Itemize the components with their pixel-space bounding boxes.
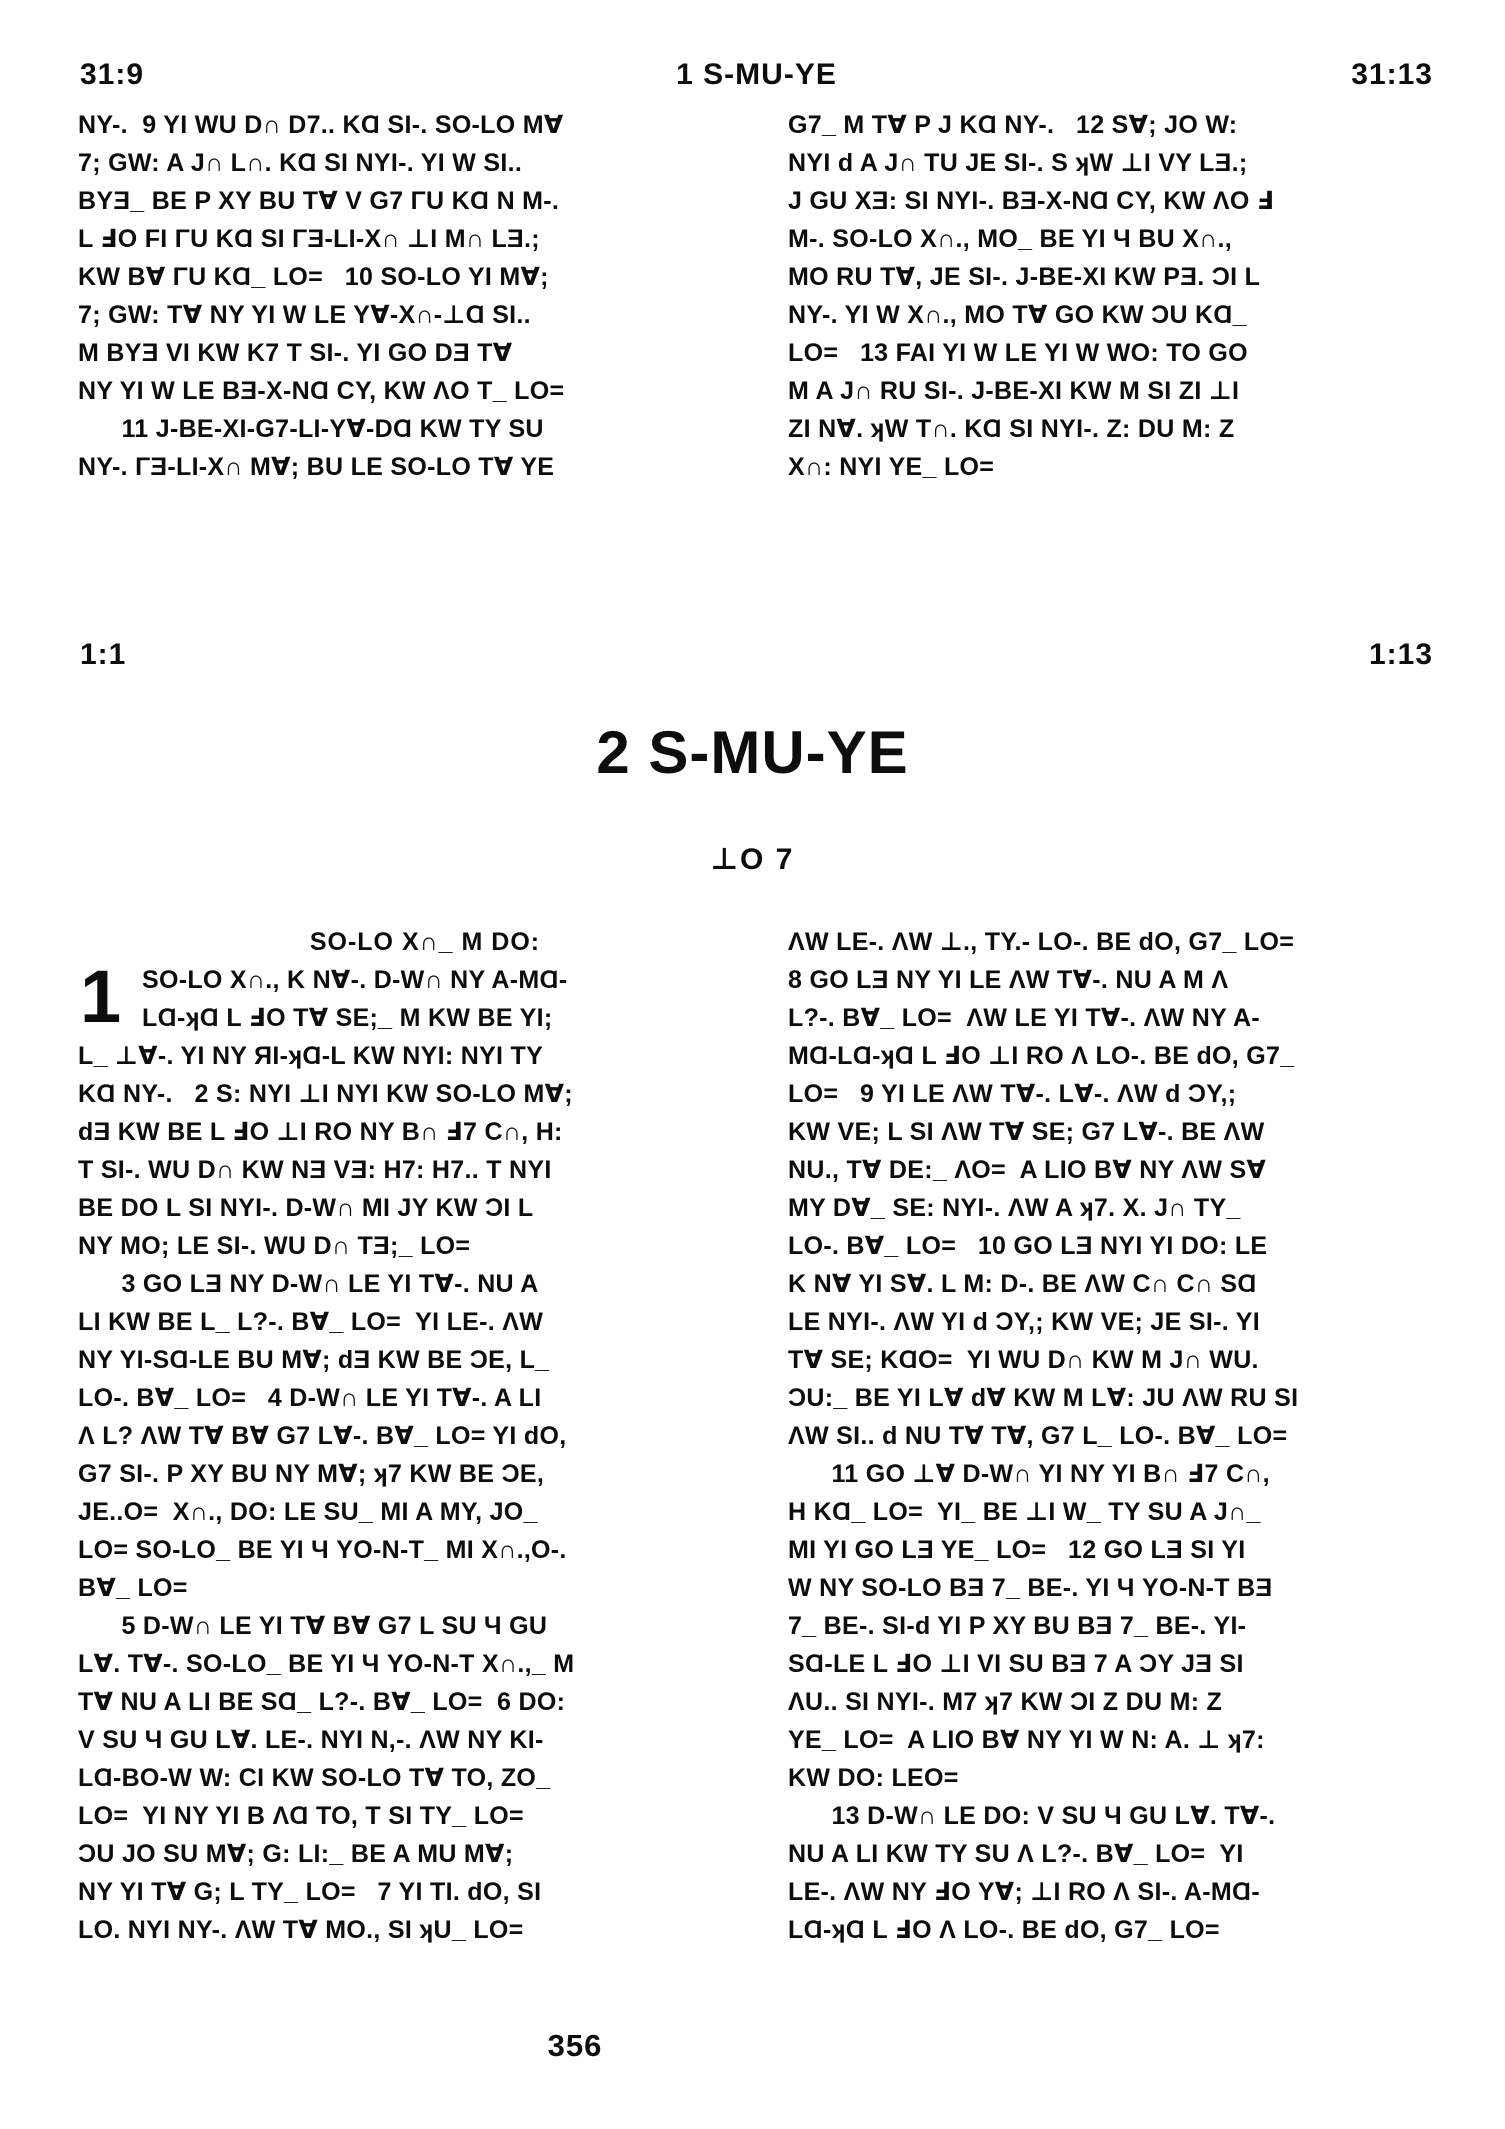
text-line: SⱭ-LE L ℲO ⊥I VI SU BƎ 7 A ƆY JƎ SI (788, 1650, 1244, 1678)
text-line: L_ ⊥∀-. YI NY ЯI-ʞⱭ-L KW NYI: NYI TY (78, 1042, 544, 1070)
text-line: Λ L? ΛW T∀ B∀ G7 L∀-. B∀_ LO= YI dO, (78, 1422, 567, 1450)
text-line: SO-LO X∩., K N∀-. D-W∩ NY A-MⱭ- (142, 966, 568, 994)
running-head (78, 58, 1435, 94)
text-line: BYƎ_ BE P XY BU T∀ V G7 ΓU KⱭ N M-. (78, 187, 560, 215)
text-line: NU A LI KW TY SU Λ L?-. B∀_ LO= YI (788, 1840, 1244, 1868)
text-line: 13 D-W∩ LE DO: V SU Ч GU L∀. T∀-. (788, 1802, 1276, 1830)
text-line: L?-. B∀_ LO= ΛW LE YI T∀-. ΛW NY A- (788, 1004, 1260, 1032)
text-line: 11 GO ⊥∀ D-W∩ YI NY YI B∩ Ⅎ7 C∩, (788, 1460, 1270, 1488)
chapter2-opening-paragraph (78, 955, 772, 1038)
text-line: LⱭ-ʞⱭ L ℲO T∀ SE;_ M KW BE YI; (142, 1004, 553, 1032)
text-line: NY-. ΓƎ-LI-X∩ M∀; BU LE SO-LO T∀ YE (78, 453, 555, 481)
text-line: ΛW SI.. d NU T∀ T∀, G7 L_ LO-. B∀_ LO= (788, 1422, 1288, 1450)
text-line: 7_ BE-. SI-d YI P XY BU BƎ 7_ BE-. YI- (788, 1612, 1247, 1640)
text-line: LO= SO-LO_ BE YI Ч YO-N-T_ MI X∩.,O-. (78, 1536, 567, 1564)
text-line: MY D∀_ SE: NYI-. ΛW A ʞ7. X. J∩ TY_ (788, 1194, 1241, 1222)
running-head-verse-ref-left: 31:9 (80, 58, 145, 91)
text-line: BE DO L SI NYI-. D-W∩ MI JY KW ƆI L (78, 1194, 534, 1222)
text-line: T∀ NU A LI BE SⱭ_ L?-. B∀_ LO= 6 DO: (78, 1688, 566, 1716)
running-head-book-title: 1 S-MU-YE (676, 58, 837, 91)
text-line: W NY SO-LO BƎ 7_ BE-. YI Ч YO-N-T BƎ (788, 1574, 1273, 1602)
text-line: T SI-. WU D∩ KW NƎ VƎ: H7: H7.. T NYI (78, 1156, 552, 1184)
text-line: J GU XƎ: SI NYI-. BƎ-X-NⱭ CY, KW ΛO Ⅎ (788, 187, 1275, 215)
text-line: M-. SO-LO X∩., MO_ BE YI Ч BU X∩., (788, 225, 1233, 253)
text-line: MI YI GO LƎ YE_ LO= 12 GO LƎ SI YI (788, 1536, 1246, 1564)
text-line: KⱭ NY-. 2 S: NYI ⊥I NYI KW SO-LO M∀; (78, 1080, 573, 1108)
text-line: ΛW LE-. ΛW ⊥., TY.- LO-. BE dO, G7_ LO= (788, 928, 1295, 956)
text-line: LO= 13 FAI YI W LE YI W WO: TO GO (788, 339, 1248, 367)
text-line: LⱭ-ʞⱭ L ℲO Λ LO-. BE dO, G7_ LO= (788, 1916, 1220, 1944)
text-line: 7; GW: T∀ NY YI W LE Y∀-X∩-⊥Ɑ SI.. (78, 301, 531, 329)
text-line: LI KW BE L_ L?-. B∀_ LO= YI LE-. ΛW (78, 1308, 544, 1336)
text-line: G7_ M T∀ P J KⱭ NY-. 12 S∀; JO W: (788, 111, 1238, 139)
text-line: G7 SI-. P XY BU NY M∀; ʞ7 KW BE ƆE, (78, 1460, 545, 1488)
text-line: M A J∩ RU SI-. J-BE-XI KW M SI ZI ⊥I (788, 377, 1240, 405)
text-line: B∀_ LO= (78, 1574, 188, 1602)
text-line: NU., T∀ DE:_ ΛO= A LIO B∀ NY ΛW S∀ (788, 1156, 1267, 1184)
text-line: KW VE; L SI ΛW T∀ SE; G7 L∀-. BE ΛW (788, 1118, 1265, 1146)
text-line: LE-. ΛW NY ℲO Y∀; ⊥I RO Λ SI-. A-MⱭ- (788, 1878, 1261, 1906)
text-line: ZI N∀. ʞW T∩. KⱭ SI NYI-. Z: DU M: Z (788, 415, 1235, 443)
text-line: H KⱭ_ LO= YI_ BE ⊥I W_ TY SU A J∩_ (788, 1498, 1261, 1526)
text-line: NY YI W LE BƎ-X-NⱭ CY, KW ΛO T_ LO= (78, 377, 565, 405)
text-line: LO= 9 YI LE ΛW T∀-. L∀-. ΛW d ƆY,; (788, 1080, 1237, 1108)
text-line: KW B∀ ΓU KⱭ_ LO= 10 SO-LO YI M∀; (78, 263, 549, 291)
text-line: LO. NYI NY-. ΛW T∀ MO., SI ʞU_ LO= (78, 1916, 524, 1944)
text-line: ƆU:_ BE YI L∀ d∀ KW M L∀: JU ΛW RU SI (788, 1384, 1299, 1412)
chapter2-left-column (78, 923, 772, 1949)
chapter-number-dropcap: 1 (80, 955, 122, 1038)
chapter1-right-column (788, 106, 1482, 486)
text-line: LO-. B∀_ LO= 4 D-W∩ LE YI T∀-. A LI (78, 1384, 542, 1412)
text-line: M BYƎ VI KW K7 T SI-. YI GO DƎ T∀ (78, 339, 513, 367)
text-line: JE..O= X∩., DO: LE SU_ MI A MY, JO_ (78, 1498, 538, 1526)
chapter2-left-body (78, 1037, 772, 1949)
text-line: NY-. 9 YI WU D∩ D7.. KⱭ SI-. SO-LO M∀ (78, 111, 564, 139)
text-line: dƎ KW BE L ℲO ⊥I RO NY B∩ Ⅎ7 C∩, H: (78, 1118, 563, 1146)
text-line: L∀. T∀-. SO-LO_ BE YI Ч YO-N-T X∩.,_ M (78, 1650, 575, 1678)
text-line: ΛU.. SI NYI-. M7 ʞ7 KW ƆI Z DU M: Z (788, 1688, 1223, 1716)
text-line: V SU Ч GU L∀. LE-. NYI N,-. ΛW NY KI- (78, 1726, 544, 1754)
text-line: X∩: NYI YE_ LO= (788, 453, 995, 481)
section-heading: SO-LO X∩_ M DO: (309, 928, 541, 956)
text-line: L ℲO FI ΓU KⱭ SI ΓƎ-LI-X∩ ⊥I M∩ LƎ.; (78, 225, 540, 253)
mid-verse-ref-left: 1:1 (80, 638, 127, 671)
text-line: 7; GW: A J∩ L∩. KⱭ SI NYI-. YI W SI.. (78, 149, 523, 177)
text-line: LE NYI-. ΛW YI d ƆY,; KW VE; JE SI-. YI (788, 1308, 1260, 1336)
text-line: MⱭ-LⱭ-ʞⱭ L ℲO ⊥I RO Λ LO-. BE dO, G7_ (788, 1042, 1295, 1070)
running-head-verse-ref-right: 31:13 (1351, 58, 1433, 91)
text-line: LO= YI NY YI B ΛⱭ TO, T SI TY_ LO= (78, 1802, 524, 1830)
text-line: 11 J-BE-XI-G7-LI-Y∀-DⱭ KW TY SU (78, 415, 544, 443)
chapter1-left-column (78, 106, 772, 486)
text-line: NY MO; LE SI-. WU D∩ TƎ;_ LO= (78, 1232, 471, 1260)
text-line: NY YI-SⱭ-LE BU M∀; dƎ KW BE ƆE, L_ (78, 1346, 550, 1374)
chapter2-right-column (788, 923, 1482, 1949)
mid-verse-refs (78, 638, 1435, 674)
text-line: 3 GO LƎ NY D-W∩ LE YI T∀-. NU A (78, 1270, 539, 1298)
book-title: 2 S-MU-YE (596, 719, 909, 786)
text-line: KW DO: LEO= (788, 1764, 959, 1792)
text-line: 5 D-W∩ LE YI T∀ B∀ G7 L SU Ч GU (78, 1612, 548, 1640)
text-line: 8 GO LƎ NY YI LE ΛW T∀-. NU A M Λ (788, 966, 1229, 994)
page-number: 356 (547, 2028, 603, 2063)
mid-verse-ref-right: 1:13 (1368, 638, 1433, 671)
dropcap-indented-lines (78, 955, 772, 1038)
text-line: NY YI T∀ G; L TY_ LO= 7 YI TI. dO, SI (78, 1878, 542, 1906)
text-line: ƆU JO SU M∀; G: LI:_ BE A MU M∀; (78, 1840, 514, 1868)
text-line: NYI d A J∩ TU JE SI-. S ʞW ⊥I VY LƎ.; (788, 149, 1248, 177)
text-line: MO RU T∀, JE SI-. J-BE-XI KW PƎ. ƆI L (788, 263, 1261, 291)
text-line: T∀ SE; KⱭO= YI WU D∩ KW M J∩ WU. (788, 1346, 1259, 1374)
text-line: YE_ LO= A LIO B∀ NY YI W N: A. ⊥ ʞ7: (788, 1726, 1265, 1754)
book-subtitle: ⊥O 7 (710, 843, 795, 876)
text-line: K N∀ YI S∀. L M: D-. BE ΛW C∩ C∩ SⱭ (788, 1270, 1257, 1298)
text-line: LO-. B∀_ LO= 10 GO LƎ NYI YI DO: LE (788, 1232, 1268, 1260)
text-line: NY-. YI W X∩., MO T∀ GO KW ƆU KⱭ_ (788, 301, 1247, 329)
text-line: LⱭ-BO-W W: CI KW SO-LO T∀ TO, ZO_ (78, 1764, 551, 1792)
